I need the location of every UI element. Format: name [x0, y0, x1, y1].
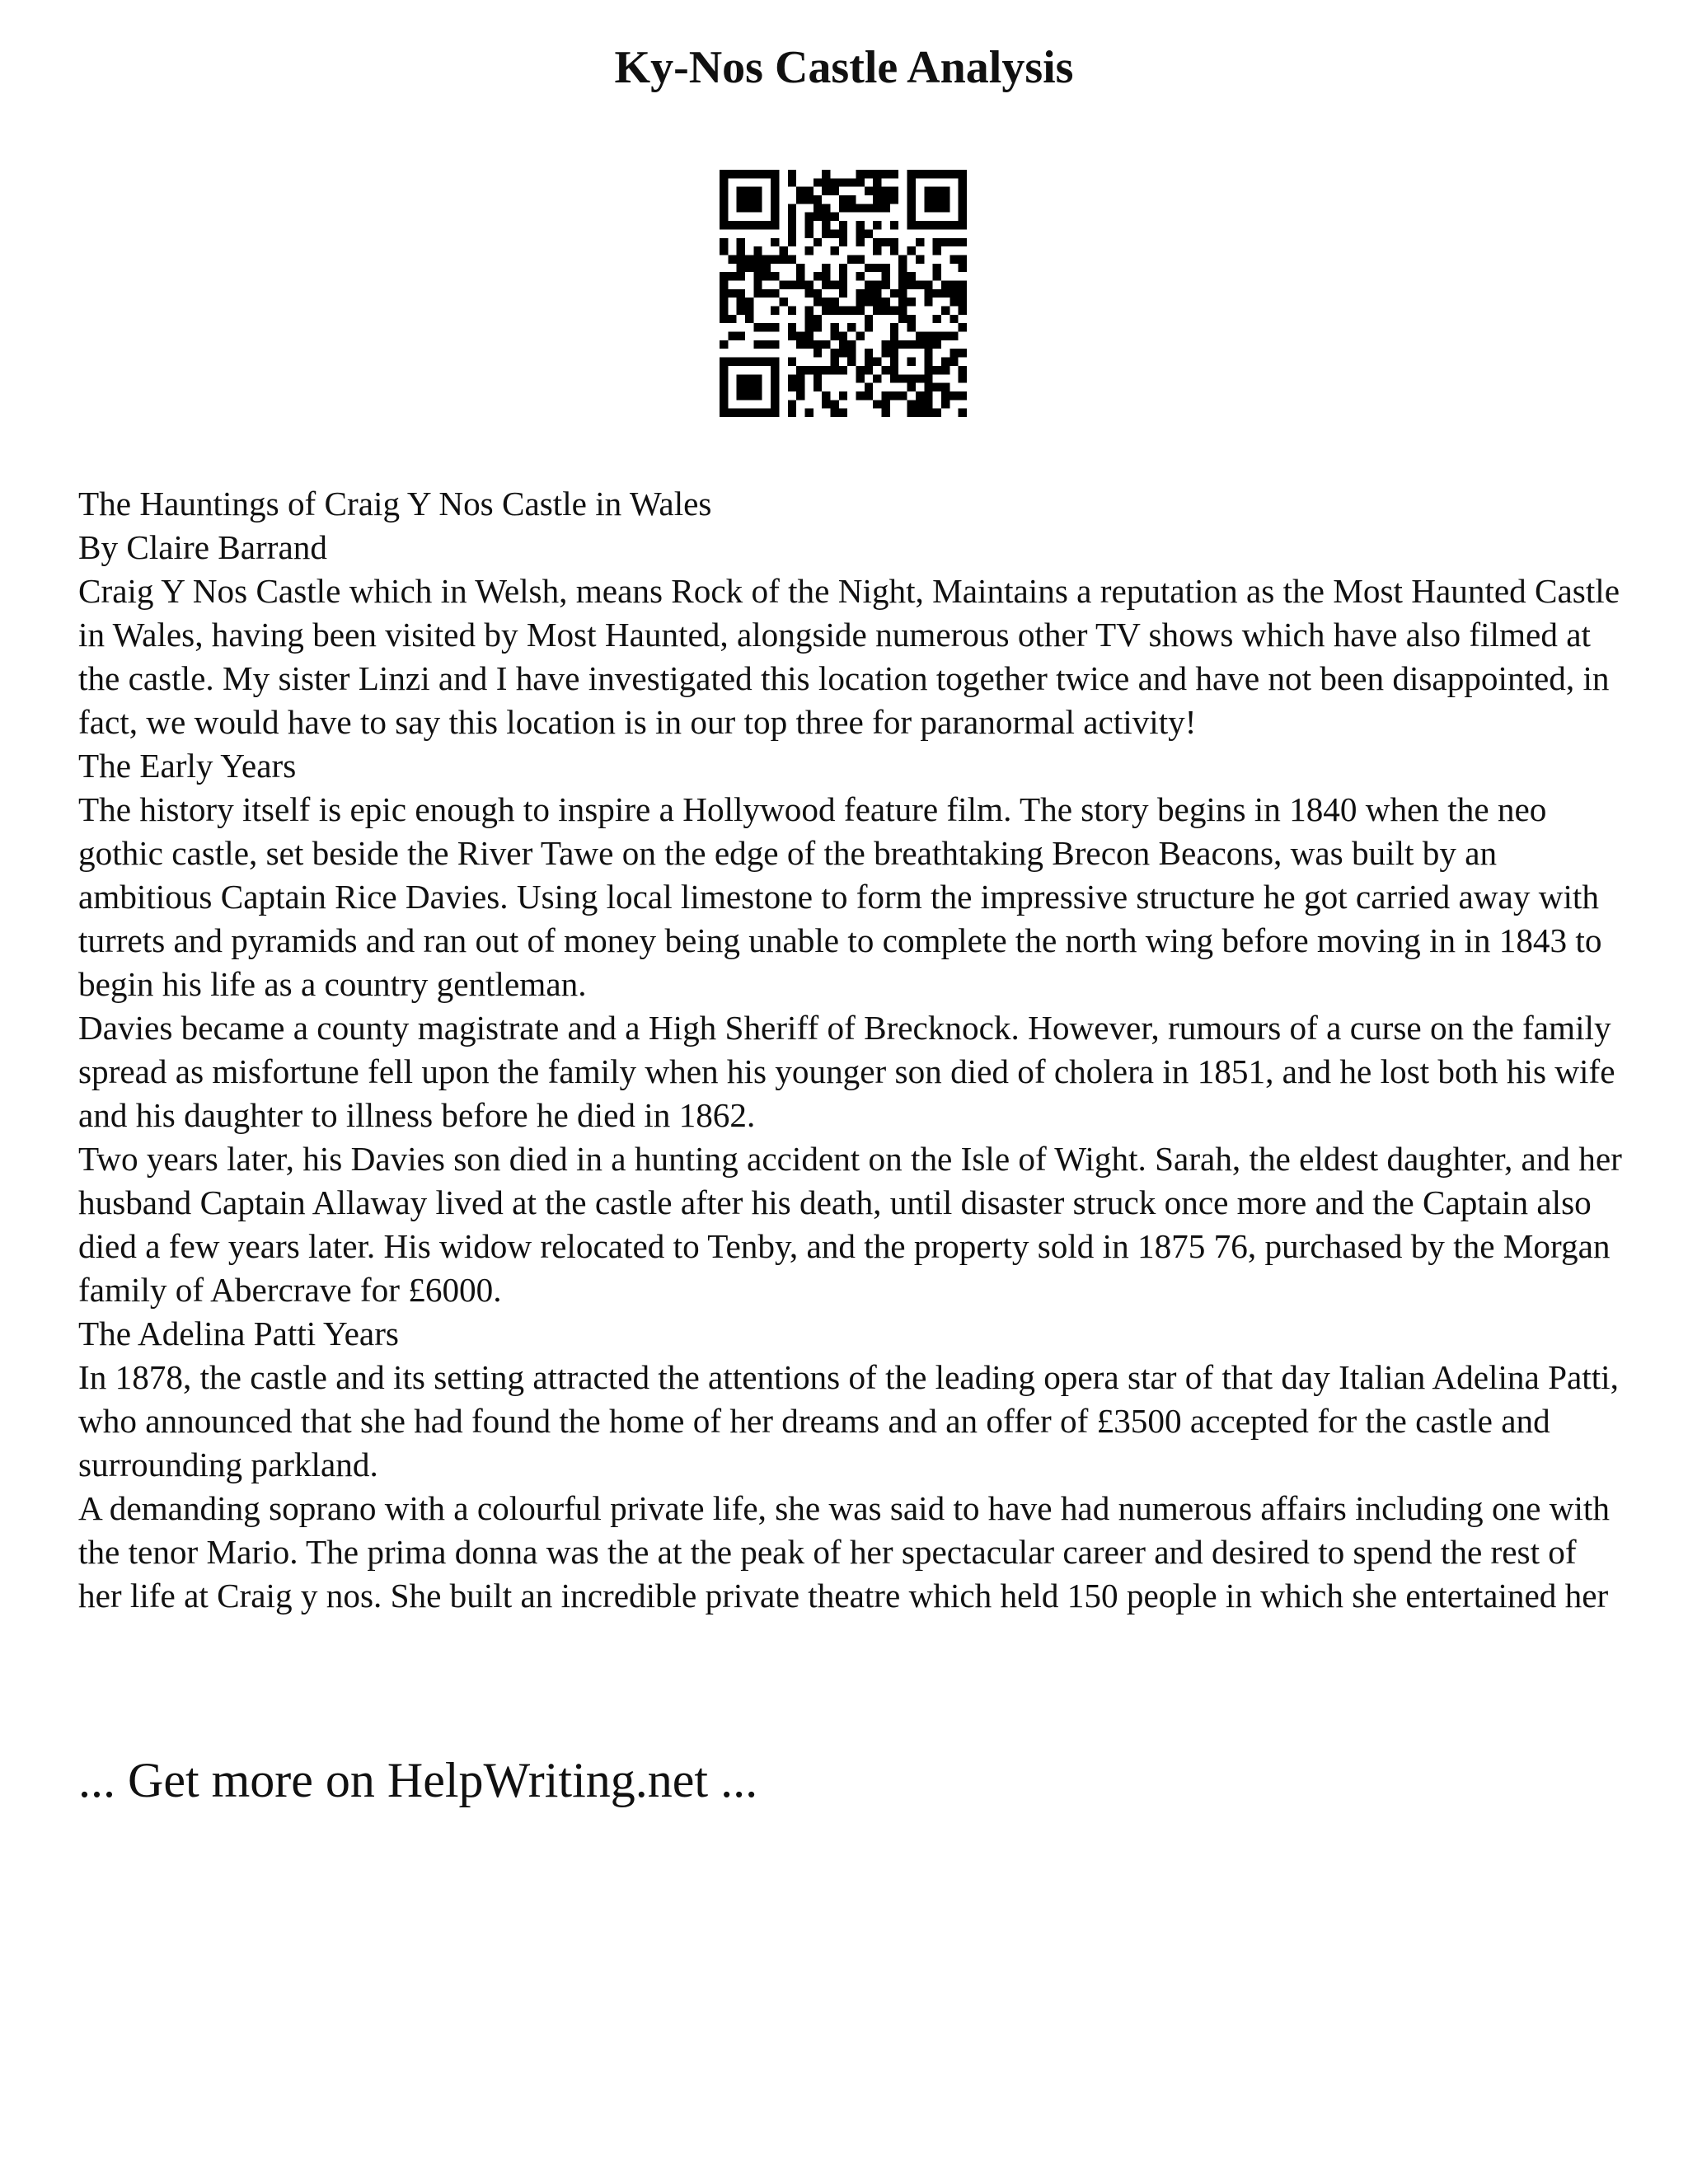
- article-paragraph: The history itself is epic enough to inspire a Hollywood feature film. The story begins in 1840 when the neo gothic castle, set beside the River Tawe on the edge of the breathtaking Brecon Beacons, was built by an ambitious Captain Rice Davies. Using local limestone to form the impressive structure he got carried away with turrets and pyramids and ran out of money being unable to complete the north wing before moving in in 1843 to begin his life as a country gentleman.: [78, 790, 1602, 1003]
- section-heading-early-years: The Early Years: [78, 747, 297, 785]
- article-paragraph: In 1878, the castle and its setting attracted the attentions of the leading opera star of that day Italian Adelina Patti, who announced that she had found the home of her dreams and an offer of £3500 accepted for the castle and surrounding parkland.: [78, 1358, 1619, 1483]
- article-paragraph: Two years later, his Davies son died in a hunting accident on the Isle of Wight. Sarah, the eldest daughter, and her husband Captain Allaway lived at the castle after his death, until disaster struck once more and the Captain also died a few years later. His widow relocated to Tenby, and the property sold in 1875 76, purchased by the Morgan family of Abercrave for £6000.: [78, 1140, 1622, 1309]
- article-paragraph: Craig Y Nos Castle which in Welsh, means Rock of the Night, Maintains a reputation as the Most Haunted Castle in Wales, having been visited by Most Haunted, alongside numerous other TV shows which have also filmed at the castle. My sister Linzi and I have investigated this location together twice and have not been disappointed, in fact, we would have to say this location is in our top three for paranormal activity!: [78, 572, 1620, 741]
- qr-code-graphic: [720, 170, 967, 417]
- section-heading-adelina-patti: The Adelina Patti Years: [78, 1315, 399, 1352]
- article-body: [78, 482, 1628, 1618]
- qr-code-icon[interactable]: [720, 170, 967, 417]
- get-more-link[interactable]: ... Get more on HelpWriting.net ...: [78, 1753, 758, 1807]
- page-title: Ky-Nos Castle Analysis: [614, 42, 1074, 93]
- article-heading: The Hauntings of Craig Y Nos Castle in Wales: [78, 485, 712, 523]
- article-paragraph: Davies became a county magistrate and a High Sheriff of Brecknock. However, rumours of a curse on the family spread as misfortune fell upon the family when his younger son died of cholera in 1851, and he lost both his wife and his daughter to illness before he died in 1862.: [78, 1009, 1615, 1134]
- article-paragraph: A demanding soprano with a colourful private life, she was said to have had numerous affairs including one with the tenor Mario. The prima donna was the at the peak of her spectacular career and desired to spend the rest of her life at Craig y nos. She built an incredible private theatre which held 150 people in which she entertained her: [78, 1489, 1610, 1615]
- article-byline: By Claire Barrand: [78, 528, 327, 566]
